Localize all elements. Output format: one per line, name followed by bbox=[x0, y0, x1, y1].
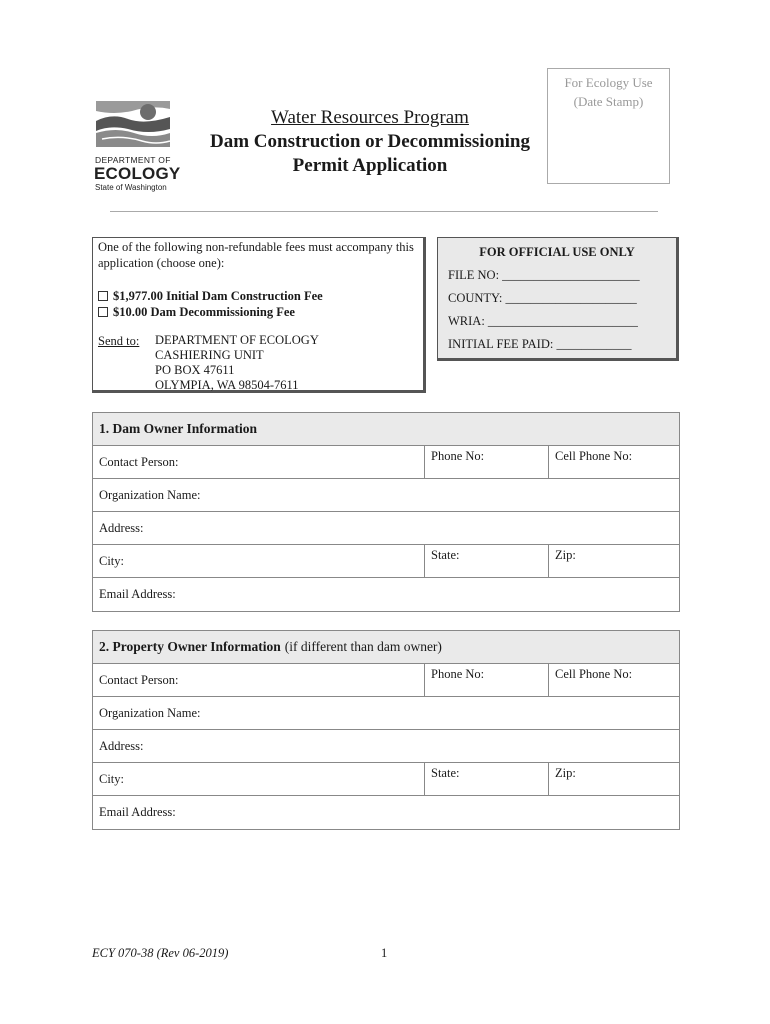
form-number: ECY 070-38 (Rev 06-2019) bbox=[92, 946, 229, 960]
state-label: State: bbox=[431, 766, 460, 780]
contact-person-field[interactable] bbox=[93, 664, 425, 696]
contact-person-label: Contact Person: bbox=[99, 455, 179, 469]
email-field[interactable] bbox=[93, 578, 679, 611]
cell-phone-field[interactable] bbox=[549, 664, 679, 696]
form-title-line2: Permit Application bbox=[292, 155, 448, 176]
phone-label: Phone No: bbox=[431, 667, 485, 681]
contact-row bbox=[93, 446, 679, 479]
cell-phone-label: Cell Phone No: bbox=[555, 667, 633, 681]
cell-phone-label: Cell Phone No: bbox=[555, 449, 633, 463]
send-to-block bbox=[98, 333, 418, 393]
stamp-label-line2: (Date Stamp) bbox=[573, 94, 644, 109]
phone-field[interactable] bbox=[425, 664, 549, 696]
email-label: Email Address: bbox=[99, 587, 176, 601]
city-row bbox=[93, 763, 679, 796]
address-line: OLYMPIA, WA 98504-7611 bbox=[155, 378, 299, 392]
decommissioning-fee-checkbox[interactable] bbox=[98, 307, 108, 317]
fee-option-construction[interactable] bbox=[98, 288, 418, 304]
file-no-field: FILE NO: ______________________ bbox=[448, 268, 640, 282]
address-label: Address: bbox=[99, 520, 144, 535]
section-title: 2. Property Owner Information bbox=[99, 639, 281, 654]
email-row[interactable] bbox=[93, 796, 679, 829]
email-field[interactable] bbox=[93, 796, 679, 829]
state-field[interactable] bbox=[425, 545, 549, 577]
official-use-box bbox=[437, 237, 679, 361]
section-title: 1. Dam Owner Information bbox=[99, 421, 257, 436]
address-label: Address: bbox=[99, 738, 144, 753]
organization-row[interactable] bbox=[93, 697, 679, 730]
email-row[interactable] bbox=[93, 578, 679, 611]
state-label: State: bbox=[431, 548, 460, 562]
phone-field[interactable] bbox=[425, 446, 549, 478]
ecology-landscape-icon bbox=[92, 95, 178, 153]
decommissioning-fee-label: $10.00 Dam Decommissioning Fee bbox=[113, 305, 295, 319]
contact-person-field[interactable] bbox=[93, 446, 425, 478]
fee-instructions-box bbox=[92, 237, 426, 393]
zip-field[interactable] bbox=[549, 763, 679, 795]
city-label: City: bbox=[99, 554, 125, 568]
section-header bbox=[93, 413, 679, 446]
county-field: COUNTY: _____________________ bbox=[448, 291, 637, 305]
fee-options bbox=[98, 288, 418, 320]
fee-intro-text: One of the following non-refundable fees must accompany this application (choose one): bbox=[98, 240, 414, 270]
organization-label: Organization Name: bbox=[99, 487, 201, 502]
email-label: Email Address: bbox=[99, 805, 176, 819]
city-field[interactable] bbox=[93, 763, 425, 795]
address-line: PO BOX 47611 bbox=[155, 363, 235, 377]
organization-field[interactable] bbox=[93, 697, 679, 729]
property-owner-section bbox=[92, 630, 680, 830]
official-use-title: FOR OFFICIAL USE ONLY bbox=[479, 245, 635, 259]
city-field[interactable] bbox=[93, 545, 425, 577]
ecology-logo bbox=[92, 95, 182, 195]
contact-person-label: Contact Person: bbox=[99, 673, 179, 687]
address-row[interactable] bbox=[93, 730, 679, 763]
initial-fee-paid-field: INITIAL FEE PAID: ____________ bbox=[448, 337, 632, 351]
phone-label: Phone No: bbox=[431, 449, 485, 463]
logo-ecology-text: ECOLOGY bbox=[94, 164, 181, 183]
cell-phone-field[interactable] bbox=[549, 446, 679, 478]
logo-department-text: DEPARTMENT OF bbox=[95, 155, 171, 165]
city-row bbox=[93, 545, 679, 578]
construction-fee-checkbox[interactable] bbox=[98, 291, 108, 301]
organization-label: Organization Name: bbox=[99, 705, 201, 720]
contact-row bbox=[93, 664, 679, 697]
construction-fee-label: $1,977.00 Initial Dam Construction Fee bbox=[113, 289, 323, 303]
address-line: CASHIERING UNIT bbox=[155, 348, 264, 362]
dam-owner-section bbox=[92, 412, 680, 612]
fee-option-decommissioning[interactable] bbox=[98, 304, 418, 320]
logo-state-text: State of Washington bbox=[95, 183, 167, 192]
wria-field: WRIA: ________________________ bbox=[448, 314, 638, 328]
date-stamp-box bbox=[547, 68, 670, 184]
section-header bbox=[93, 631, 679, 664]
state-field[interactable] bbox=[425, 763, 549, 795]
zip-field[interactable] bbox=[549, 545, 679, 577]
address-row[interactable] bbox=[93, 512, 679, 545]
form-title-line1: Dam Construction or Decommissioning bbox=[209, 131, 530, 152]
address-field[interactable] bbox=[93, 730, 679, 762]
section-subtitle: (if different than dam owner) bbox=[284, 639, 442, 654]
page-number: 1 bbox=[381, 946, 388, 960]
send-to-label: Send to: bbox=[98, 334, 140, 348]
zip-label: Zip: bbox=[555, 766, 576, 780]
document-title-block bbox=[190, 106, 550, 178]
stamp-label-line1: For Ecology Use bbox=[564, 75, 653, 90]
organization-row[interactable] bbox=[93, 479, 679, 512]
zip-label: Zip: bbox=[555, 548, 576, 562]
header-divider bbox=[110, 211, 658, 212]
address-field[interactable] bbox=[93, 512, 679, 544]
city-label: City: bbox=[99, 772, 125, 786]
address-line: DEPARTMENT OF ECOLOGY bbox=[155, 333, 319, 347]
mailing-address bbox=[155, 333, 319, 393]
program-name: Water Resources Program bbox=[271, 107, 469, 128]
organization-field[interactable] bbox=[93, 479, 679, 511]
